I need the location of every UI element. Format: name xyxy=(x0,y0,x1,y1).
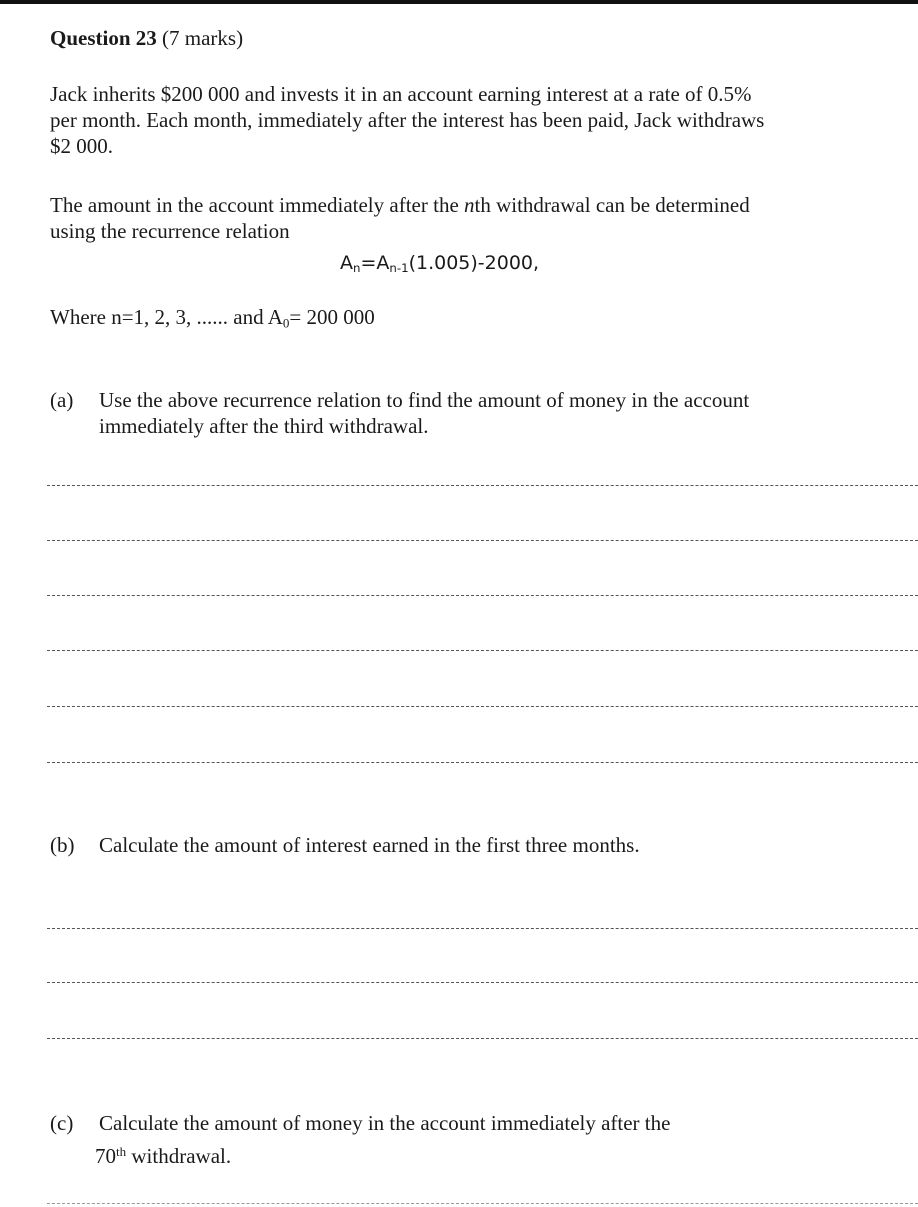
formula-equals: = xyxy=(360,252,377,274)
formula-lhs-subscript: n xyxy=(353,260,361,275)
formula-rhs: A xyxy=(376,252,390,274)
part-b-line-1: Calculate the amount of interest earned in the first three months. xyxy=(99,833,640,857)
relation-line-2: using the recurrence relation xyxy=(50,219,290,243)
intro-line-2: per month. Each month, immediately after the interest has been paid, Jack withdraws xyxy=(50,108,765,132)
recurrence-formula xyxy=(340,251,539,281)
answer-line-b-2[interactable] xyxy=(47,982,918,983)
part-c-line-2-rest: withdrawal. xyxy=(126,1144,232,1169)
answer-line-b-1[interactable] xyxy=(47,928,918,929)
answer-line-b-3[interactable] xyxy=(47,1038,918,1039)
relation-line-1 xyxy=(50,193,750,218)
intro-line-1: Jack inherits $200 000 and invests it in an account earning interest at a rate of 0.5% xyxy=(50,82,752,106)
intro-line-3: $2 000. xyxy=(50,134,113,158)
where-suffix: = 200 000 xyxy=(289,305,375,329)
part-c-line-2 xyxy=(95,1139,231,1169)
where-subscript: 0 xyxy=(282,315,290,331)
page-top-border xyxy=(0,0,918,4)
answer-line-a-1[interactable] xyxy=(47,485,918,486)
where-prefix: Where n=1, 2, 3, ...... and A xyxy=(50,305,283,329)
relation-variable-n: n xyxy=(464,193,475,217)
part-c-ordinal-suffix: th xyxy=(116,1144,127,1159)
formula-lhs: A xyxy=(340,252,353,274)
answer-line-a-6[interactable] xyxy=(47,762,918,763)
formula-rhs-subscript: n-1 xyxy=(389,260,409,275)
part-c-line-1: Calculate the amount of money in the account immediately after the xyxy=(99,1111,671,1135)
relation-line-1-pre: The amount in the account immediately after the xyxy=(50,193,465,217)
question-marks: (7 marks) xyxy=(162,26,244,50)
question-heading xyxy=(50,26,243,51)
part-a-line-2: immediately after the third withdrawal. xyxy=(99,414,429,438)
relation-line-1-post: th withdrawal can be determined xyxy=(474,193,750,217)
part-c-label: (c) xyxy=(50,1111,74,1135)
part-a-label: (a) xyxy=(50,388,74,412)
part-c-ordinal-number: 70 xyxy=(95,1144,116,1169)
answer-line-c-1[interactable] xyxy=(47,1203,918,1204)
answer-line-a-2[interactable] xyxy=(47,540,918,541)
part-a-line-1: Use the above recurrence relation to find the amount of money in the account xyxy=(99,388,750,412)
answer-line-a-4[interactable] xyxy=(47,650,918,651)
part-b-label: (b) xyxy=(50,833,75,857)
formula-rest: (1.005)-2000, xyxy=(408,252,540,274)
where-line xyxy=(50,305,375,335)
answer-line-a-5[interactable] xyxy=(47,706,918,707)
question-title: Question 23 xyxy=(50,26,157,50)
answer-line-a-3[interactable] xyxy=(47,595,918,596)
